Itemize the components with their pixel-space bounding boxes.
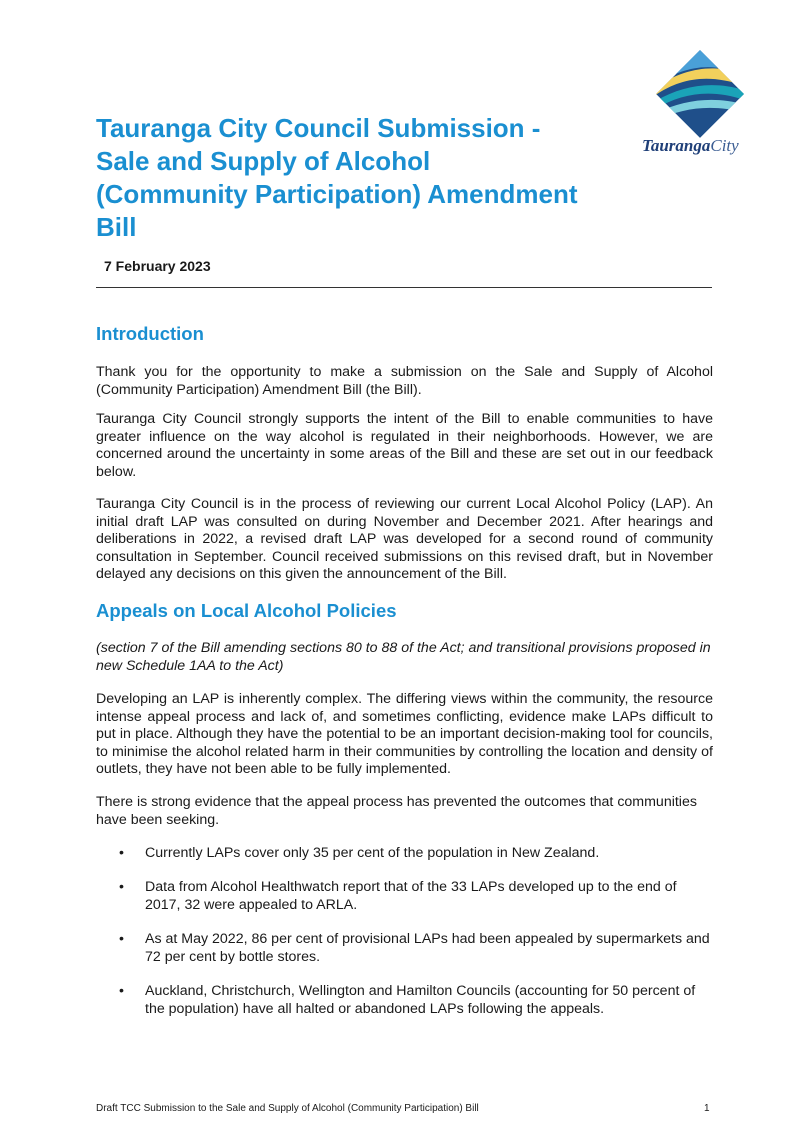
document-title <box>96 112 636 244</box>
intro-paragraph: Tauranga City Council is in the process of reviewing our current Local Alcohol Policy (LAP). An initial draft LAP was consulted on during November and December 2021. After hearings and deliberations in 2022, a revised draft LAP was developed for a second round of community consultation in September. Council received submissions on this revised draft, but in November delayed any decisions on this given the announcement of the Bill. <box>96 496 713 582</box>
title-line: (Community Participation) Amendment <box>96 179 578 209</box>
bullet-text: As at May 2022, 86 per cent of provisional LAPs had been appealed by supermarkets and 72 per cent by bottle stores. <box>145 931 710 965</box>
bullet-text: Data from Alcohol Healthwatch report that of the 33 LAPs developed up to the end of 2017, 32 were appealed to ARLA. <box>145 879 677 913</box>
appeals-bullet-list <box>119 845 715 1025</box>
logo-word: Tauranga <box>642 136 711 155</box>
bullet-icon: • <box>119 983 124 999</box>
appeals-heading: Appeals on Local Alcohol Policies <box>96 600 397 621</box>
bullet-item <box>119 931 715 966</box>
bullet-item <box>119 845 715 863</box>
appeals-paragraph: Developing an LAP is inherently complex. The differing views within the community, the resource intense appeal process and lack of, and sometimes conflicting, evidence make LAPs difficult to put in place. Although they have the potential to be an important decision-making tool for councils, to minimise the alcohol related harm in their communities by controlling the location and density of outlets, they have not been able to be fully implemented. <box>96 691 713 777</box>
bullet-icon: • <box>119 931 124 947</box>
bullet-item <box>119 879 715 914</box>
header-divider <box>96 287 712 288</box>
bullet-item <box>119 983 715 1018</box>
intro-paragraph: Thank you for the opportunity to make a submission on the Sale and Supply of Alcohol (Community Participation) Amendment Bill (the Bill). <box>96 364 713 398</box>
introduction-heading: Introduction <box>96 323 204 344</box>
bullet-icon: • <box>119 845 124 861</box>
appeals-paragraph: There is strong evidence that the appeal process has prevented the outcomes that communities have been seeking. <box>96 794 697 828</box>
bullet-text: Auckland, Christchurch, Wellington and Hamilton Councils (accounting for 50 percent of the population) have all halted or abandoned LAPs following the appeals. <box>145 983 696 1017</box>
title-line: Bill <box>96 212 137 242</box>
title-line: Tauranga City Council Submission - <box>96 113 541 143</box>
logo-wordmark <box>642 136 739 156</box>
appeals-note: (section 7 of the Bill amending sections 80 to 88 of the Act; and transitional provisions proposed in new Schedule 1AA to the Act) <box>96 640 711 674</box>
page-number: 1 <box>704 1103 710 1114</box>
bullet-icon: • <box>119 879 124 895</box>
logo-city: City <box>710 136 739 155</box>
bullet-text: Currently LAPs cover only 35 per cent of the population in New Zealand. <box>145 845 600 861</box>
document-date: 7 February 2023 <box>104 258 211 274</box>
title-line: Sale and Supply of Alcohol <box>96 146 431 176</box>
intro-paragraph: Tauranga City Council strongly supports the intent of the Bill to enable communities to have greater influence on the way alcohol is regulated in their neighborhoods. However, we are concerned around the uncertainty in some areas of the Bill and these are set out in our feedback below. <box>96 411 713 480</box>
footer-text: Draft TCC Submission to the Sale and Supply of Alcohol (Community Participation) Bill <box>96 1103 479 1114</box>
